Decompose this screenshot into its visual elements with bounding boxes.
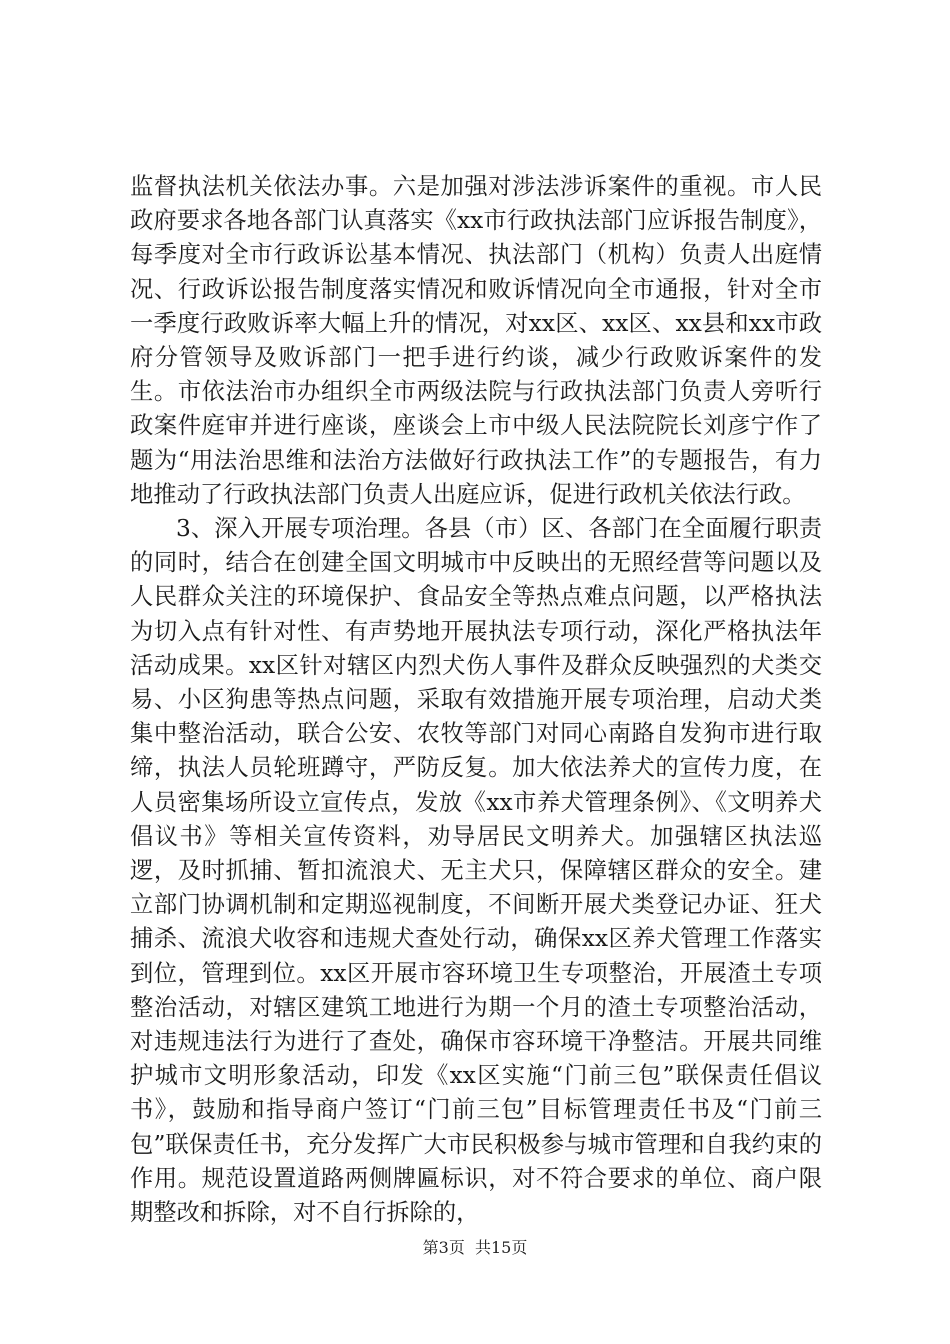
paragraph-1: 监督执法机关依法办事。六是加强对涉法涉诉案件的重视。市人民政府要求各地各部门认真落实《xx市行政执法部门应诉报告制度》，每季度对全市行政诉讼基本情况、执法部门（机构）负责人出庭情况、行政诉讼报告制度落实情况和败诉情况向全市通报，针对全市一季度行政败诉率大幅上升的情况，对xx区、xx区、xx县和xx市政府分管领导及败诉部门一把手进行约谈，减少行政败诉案件的发生。市依法治市办组织全市两级法院与行政执法部门负责人旁听行政案件庭审并进行座谈，座谈会上市中级人民法院院长刘彦宁作了题为“用法治思维和法治方法做好行政执法工作”的专题报告，有力地推动了行政执法部门负责人出庭应诉，促进行政机关依法行政。	[130, 173, 822, 508]
document-body	[130, 170, 822, 1230]
paragraph-2: 3、深入开展专项治理。各县（市）区、各部门在全面履行职责的同时，结合在创建全国文明城市中反映出的无照经营等问题以及人民群众关注的环境保护、食品安全等热点难点问题，以严格执法为切入点有针对性、有声势地开展执法专项行动，深化严格执法年活动成果。xx区针对辖区内烈犬伤人事件及群众反映强烈的犬类交易、小区狗患等热点问题，采取有效措施开展专项治理，启动犬类集中整治活动，联合公安、农牧等部门对同心南路自发狗市进行取缔，执法人员轮班蹲守，严防反复。加大依法养犬的宣传力度，在人员密集场所设立宣传点，发放《xx市养犬管理条例》、《文明养犬倡议书》等相关宣传资料，劝导居民文明养犬。加强辖区执法巡逻，及时抓捕、暂扣流浪犬、无主犬只，保障辖区群众的安全。建立部门协调机制和定期巡视制度，不间断开展犬类登记办证、狂犬捕杀、流浪犬收容和违规犬查处行动，确保xx区养犬管理工作落实到位，管理到位。xx区开展市容环境卫生专项整治，开展渣土专项整治活动，对辖区建筑工地进行为期一个月的渣土专项整治活动，对违规违法行为进行了查处，确保市容环境干净整洁。开展共同维护城市文明形象活动，印发《xx区实施“门前三包”联保责任倡议书》，鼓励和指导商户签订“门前三包”目标管理责任书及“门前三包”联保责任书，充分发挥广大市民积极参与城市管理和自我约束的作用。规范设置道路两侧牌匾标识，对不符合要求的单位、商户限期整改和拆除，对不自行拆除的，	[130, 515, 822, 1227]
page-footer	[0, 1238, 950, 1258]
page-number-label: 第3页 共15页	[422, 1238, 528, 1257]
